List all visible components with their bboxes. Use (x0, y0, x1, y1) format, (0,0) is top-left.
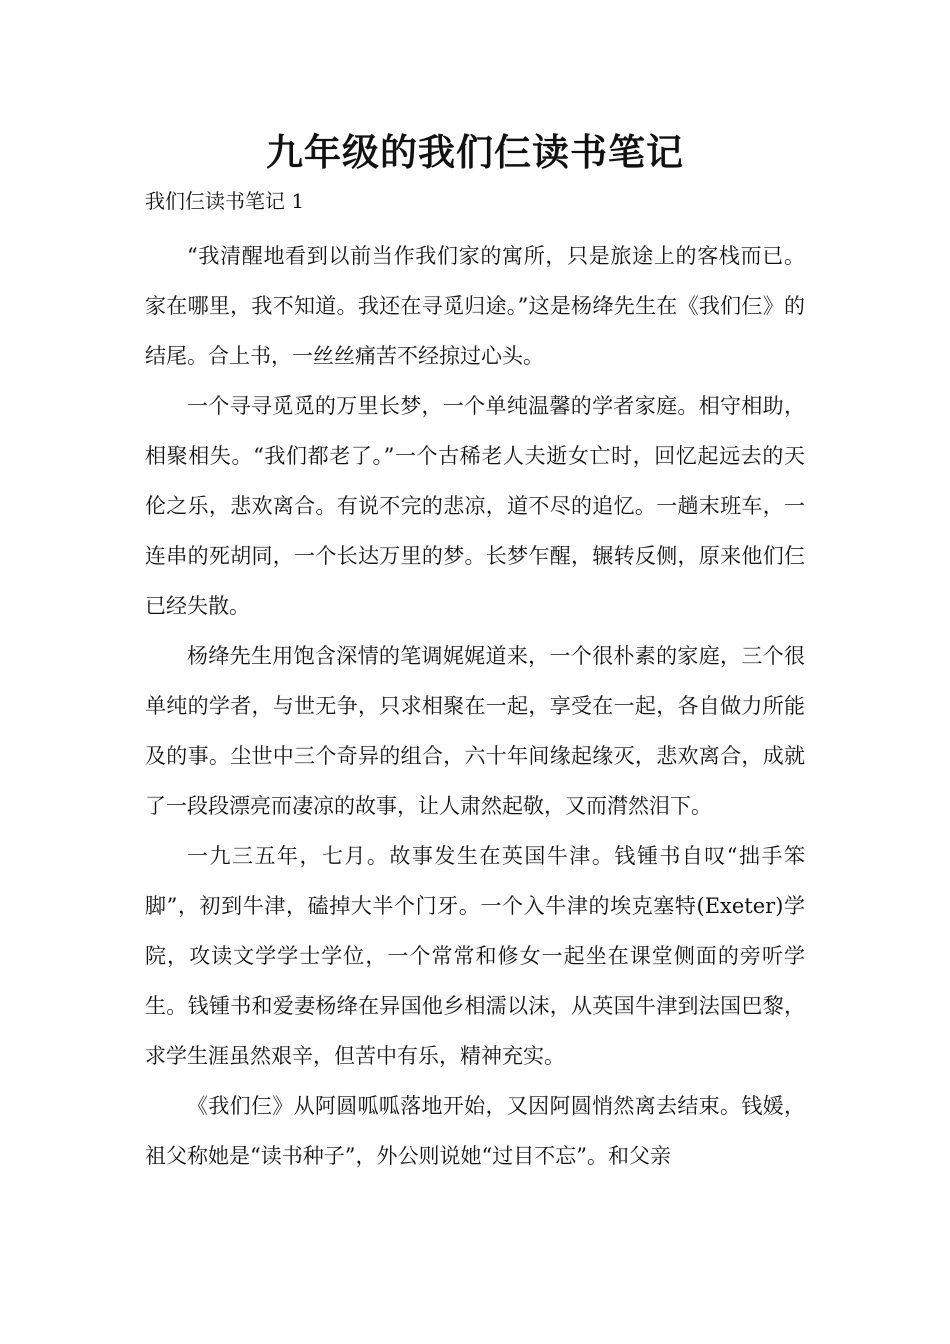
paragraph-2: 一个寻寻觅觅的万里长梦，一个单纯温馨的学者家庭。相守相助，相聚相失。“我们都老了。”一个古稀老人夫逝女亡时，回忆起远去的天伦之乐，悲欢离合。有说不完的悲凉，道不尽的追忆。一趟末班车，一连串的死胡同，一个长达万里的梦。长梦乍醒，辗转反侧，原来他们仨已经失散。 (145, 394, 805, 618)
document-title: 九年级的我们仨读书笔记 (266, 131, 684, 174)
paragraph-3: 杨绛先生用饱含深情的笔调娓娓道来，一个很朴素的家庭，三个很单纯的学者，与世无争，只求相聚在一起，享受在一起，各自做力所能及的事。尘世中三个奇异的组合，六十年间缘起缘灭，悲欢离合，成就了一段段漂亮而凄凉的故事，让人肃然起敬，又而潸然泪下。 (145, 644, 805, 818)
paragraph-5: 《我们仨》从阿圆呱呱落地开始，又因阿圆悄然离去结束。钱媛，祖父称她是“读书种子”，外公则说她“过目不忘”。和父亲 (145, 1094, 805, 1168)
document-body (145, 231, 805, 1181)
document-subtitle: 我们仨读书笔记 1 (145, 189, 305, 213)
paragraph-4: 一九三五年，七月。故事发生在英国牛津。钱锺书自叹“拙手笨脚”，初到牛津，磕掉大半个门牙。一个入牛津的埃克塞特(Exeter)学院，攻读文学学士学位，一个常常和修女一起坐在课堂侧面的旁听学生。钱锺书和爱妻杨绛在异国他乡相濡以沫，从英国牛津到法国巴黎，求学生涯虽然艰辛，但苦中有乐，精神充实。 (145, 844, 805, 1068)
paragraph-1: “我清醒地看到以前当作我们家的寓所，只是旅途上的客栈而已。家在哪里，我不知道。我还在寻觅归途。”这是杨绛先生在《我们仨》的结尾。合上书，一丝丝痛苦不经掠过心头。 (145, 244, 805, 368)
